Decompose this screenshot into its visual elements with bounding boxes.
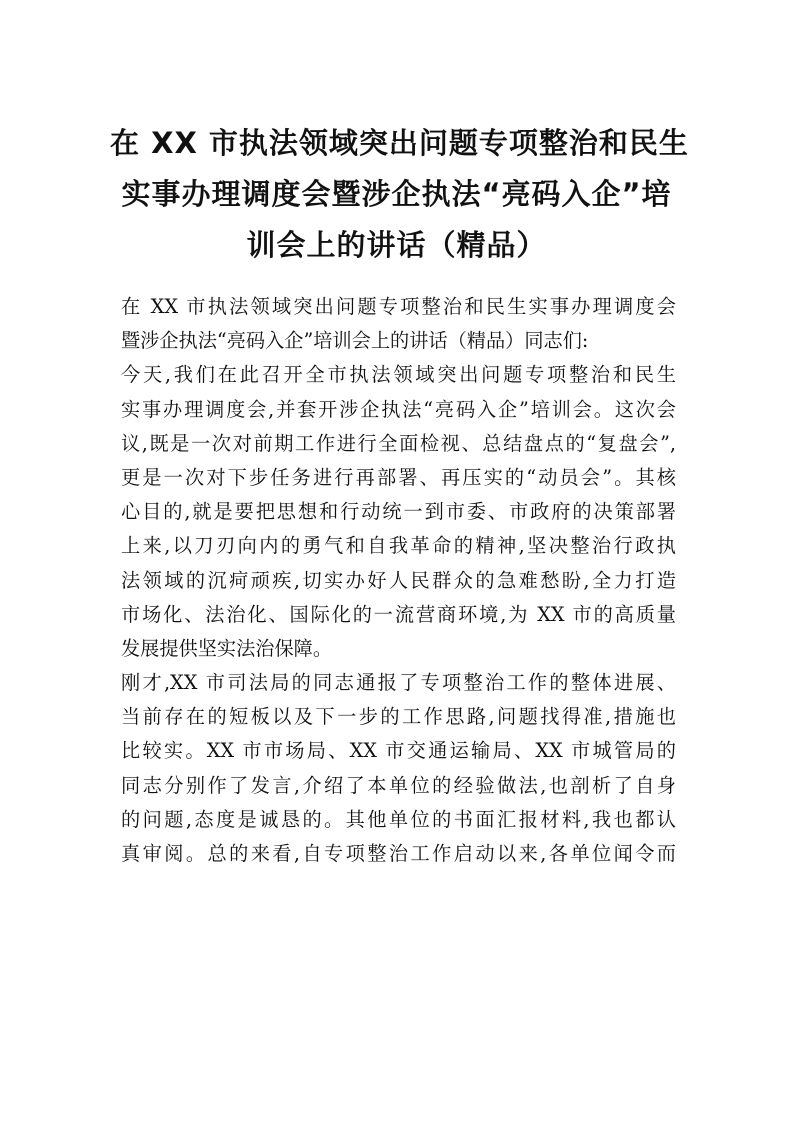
title-line-2: 实事办理调度会暨涉企执法“亮码入企”培 [121, 177, 672, 211]
body-line: 议,既是一次对前期工作进行全面检视、总结盘点的“复盘会”, [121, 431, 676, 455]
body-line: 刚才,XX 市司法局的同志通报了专项整治工作的整体进展、 [121, 671, 676, 695]
body-line: 市场化、法治化、国际化的一流营商环境,为 XX 市的高质量 [121, 602, 676, 626]
title-line-3: 训会上的讲话（精品） [246, 228, 547, 262]
body-line: 法领域的沉疴顽疾,切实办好人民群众的急难愁盼,全力打造 [121, 568, 676, 592]
body-line: 暨涉企执法“亮码入企”培训会上的讲话（精品）同志们: [121, 329, 589, 353]
body-line: 当前存在的短板以及下一步的工作思路,问题找得准,措施也 [121, 705, 676, 729]
body-line: 上来,以刀刃向内的勇气和自我革命的精神,坚决整治行政执 [121, 534, 676, 558]
body-line: 同志分别作了发言,介绍了本单位的经验做法,也剖析了自身 [121, 773, 676, 797]
document-body [121, 290, 676, 871]
document-title [110, 118, 689, 271]
body-line: 的问题,态度是诚恳的。其他单位的书面汇报材料,我也都认 [121, 807, 676, 831]
body-line: 真审阅。总的来看,自专项整治工作启动以来,各单位闻令而 [121, 842, 676, 865]
body-line: 心目的,就是要把思想和行动统一到市委、市政府的决策部署 [121, 500, 676, 524]
body-line: 在 XX 市执法领域突出问题专项整治和民生实事办理调度会 [121, 295, 676, 318]
body-line: 更是一次对下步任务进行再部署、再压实的“动员会”。其核 [121, 465, 676, 489]
title-line-1: 在 XX 市执法领域突出问题专项整治和民生 [110, 126, 689, 160]
body-line: 比较实。XX 市市场局、XX 市交通运输局、XX 市城管局的 [121, 739, 676, 763]
body-line: 发展提供坚实法治保障。 [121, 636, 333, 660]
body-line: 实事办理调度会,并套开涉企执法“亮码入企”培训会。这次会 [121, 397, 676, 421]
body-line: 今天,我们在此召开全市执法领域突出问题专项整治和民生 [121, 363, 676, 387]
